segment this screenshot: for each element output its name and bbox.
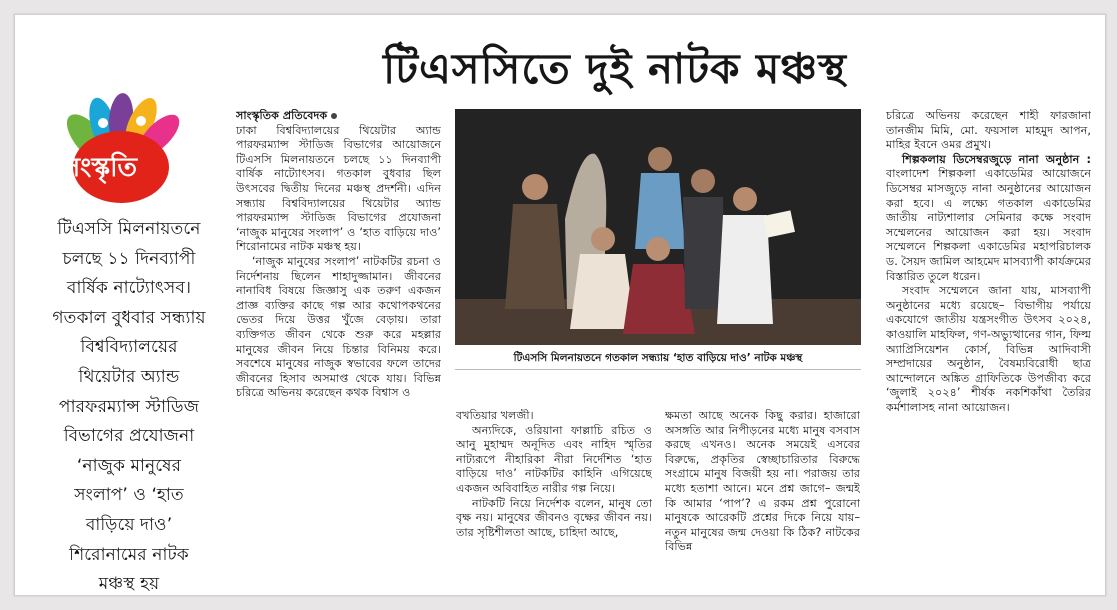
actors-on-stage-image: [455, 109, 861, 345]
summary-line: চলছে ১১ দিনব্যাপী: [62, 248, 196, 269]
headline: টিএসসিতে দুই নাটক মঞ্চস্থ: [383, 44, 847, 93]
stage-photo: [455, 109, 861, 345]
summary-line: থিয়েটার অ্যান্ড: [78, 366, 180, 387]
paragraph-with-subhead: [886, 153, 1091, 284]
article-column-4: [886, 109, 1091, 589]
byline-row: [236, 109, 441, 124]
summary-line: গতকাল বুধবার সন্ধ্যায়: [52, 307, 206, 328]
paragraph: নাটকটি নিয়ে নির্দেশক বলেন, মানুষ তো বৃক্ষ নয়। মানুষের জীবনও বৃক্ষের জীবন নয়। তার সৃষ্টিশীলতা আছে, চাহিদা আছে,: [456, 496, 652, 539]
summary-line: ‘নাজুক মানুষের: [76, 455, 182, 476]
paragraph: ঢাকা বিশ্ববিদ্যালয়ের থিয়েটার অ্যান্ড পারফরম্যান্স স্টাডিজ বিভাগের আয়োজনে টিএসসি মিলনায়তনে চলছে ১১ দিনব্যাপী বার্ষিক নাট্যোৎসব। গতকাল বুধবার ছিল উৎসবের দ্বিতীয় দিনের মঞ্চস্থ প্রদর্শনী। এদিন সন্ধ্যায় বিশ্ববিদ্যালয়ের থিয়েটার অ্যান্ড পারফরম্যান্স স্টাডিজ বিভাগের প্রযোজনা ‘নাজুক মানুষের সংলাপ’ ও ‘হাত বাড়িয়ে দাও’ শিরোনামের নাটক মঞ্চস্থ হয়।: [236, 123, 441, 254]
photo-caption: টিএসসি মিলনায়তনে গতকাল সন্ধ্যায় ‘হাত বাড়িয়ে দাও’ নাটক মঞ্চস্থ: [513, 352, 803, 364]
newspaper-page: [14, 14, 1106, 596]
summary-line: বিভাগের প্রযোজনা: [63, 426, 195, 447]
summary-line: বাড়িয়ে দাও’: [85, 514, 173, 535]
article-column-1: [236, 109, 441, 589]
summary-line: শিরোনামের নাটক: [69, 544, 189, 565]
paragraph: ‘নাজুক মানুষের সংলাপ’ নাটকটির রচনা ও নির্দেশনায় ছিলেন শাহাদুজ্জামান। জীবনের নানাবিধ বিষয়ে জিজ্ঞাসু এক তরুণ একজন প্রাজ্ঞ ব্যক্তির কাছে গল্প আর কথোপকথনের ভেতর দিয়ে উত্তর খুঁজে বেড়ায়। তারা ব্যক্তিগত জীবন থেকে শুরু করে মহল্লার মানুষের জীবন নিয়ে চিন্তার বিনিময় করে। সবশেষে মানুষের নাজুক স্বভাবের ফলে তাদের জীবনের হিসাব অসমাপ্ত থেকে যায়। বিভিন্ন চরিত্রে অভিনয় করেছেন কথক বিশ্বাস ও: [236, 254, 441, 400]
summary-line: মঞ্চস্থ হয়: [98, 574, 160, 595]
paragraph: অন্যদিকে, ওরিয়ানা ফাল্লাচি রচিত ও আনু মুহাম্মদ অনূদিত এবং নাহিদ স্মৃতির নাট্যরূপে নীহারিকা নীরা নির্দেশিত ‘হাত বাড়িয়ে দাও’ নাটকটির কাহিনি এগিয়েছে একজন অবিবাহিত নারীর গল্প নিয়ে।: [456, 423, 652, 495]
paragraph: চরিত্রে অভিনয় করেছেন শাহী ফারজানা তানজীম মিমি, মো. ফয়সাল মাহমুদ আপন, মাহির ইবনে ওমর প্রমুখ।: [886, 109, 1091, 152]
subhead: শিল্পকলায় ডিসেম্বরজুড়ে নানা অনুষ্ঠান :: [902, 152, 1091, 166]
summary-line: বিশ্ববিদ্যালয়ের: [80, 337, 178, 358]
paragraph: ক্ষমতা আছে অনেক কিছু করার। হাজারো অসঙ্গতি আর নিপীড়নের মধ্যে মানুষ বসবাস করছে এখনও। অনেক সময়েই এসবের বিরুদ্ধে, প্রকৃতির স্বেচ্ছাচারিতার বিরুদ্ধে সংগ্রামে মানুষ বিজয়ী হয় না। পরাজয় তার মধ্যে হতাশা আনে। মনে প্রশ্ন জাগে– জন্মই কি আমার ‘পাপ’? এ রকম প্রশ্ন পুরোনো মানুষকে আরেকটি প্রশ্নের দিকে নিয়ে যায়– নতুন মানুষের জন্ম দেওয়া কি ঠিক? নাটকের বিভিন্ন: [665, 409, 860, 554]
summary-line: সংলাপ’ ও ‘হাত: [74, 485, 184, 506]
byline-dot-icon: [331, 113, 337, 119]
article-column-2: [456, 409, 652, 589]
paragraph: সংবাদ সম্মেলনে জানা যায়, মাসব্যাপী অনুষ্ঠানের মধ্যে রয়েছে– বিভাগীয় পর্যায়ে একযোগে জাতীয় যন্ত্রসংগীত উৎসব ২০২৪, কাওয়ালি মাহফিল, গণ-অভ্যুত্থানের গান, ফিল্ম অ্যাপ্রিসিয়েশন কোর্স, বিভিন্ন আদিবাসী সম্প্রদায়ের অনুষ্ঠান, বৈষম্যবিরোধী ছাত্র আন্দোলনে অঙ্কিত গ্রাফিতিকে উপজীব্য করে ‘জুলাই ২০২৪’ শীর্ষক নকশিকাঁথা তৈরির কর্মশালাসহ নানা আয়োজন।: [886, 284, 1091, 414]
caption-divider: [455, 369, 861, 370]
summary-line: টিএসসি মিলনায়তনে: [57, 219, 201, 239]
summary-line: পারফরম্যান্স স্টাডিজ: [58, 396, 200, 417]
paragraph-text: বাংলাদেশ শিল্পকলা একাডেমির আয়োজনে ডিসেম্বর মাসজুড়ে নানা অনুষ্ঠানের আয়োজন করা হবে। এ লক্ষ্যে গতকাল একাডেমির জাতীয় নাট্যশালার সেমিনার কক্ষে সংবাদ সম্মেলনের আয়োজন করা হয়। সংবাদ সম্মেলনে শিল্পকলা একাডেমির মহাপরিচালক ড. সৈয়দ জামিল আহমেদ মাসব্যাপী কার্যক্রমের বিস্তারিত তুলে ধরেন।: [886, 167, 1091, 283]
logo-text: সংস্কৃতি: [62, 153, 138, 183]
summary-blurb: [33, 215, 225, 596]
article-column-3: [665, 409, 860, 589]
paragraph: বখতিয়ার খলজী।: [456, 409, 534, 422]
byline: সাংস্কৃতিক প্রতিবেদক: [236, 109, 328, 122]
summary-line: বার্ষিক নাট্যোৎসব।: [66, 278, 192, 299]
